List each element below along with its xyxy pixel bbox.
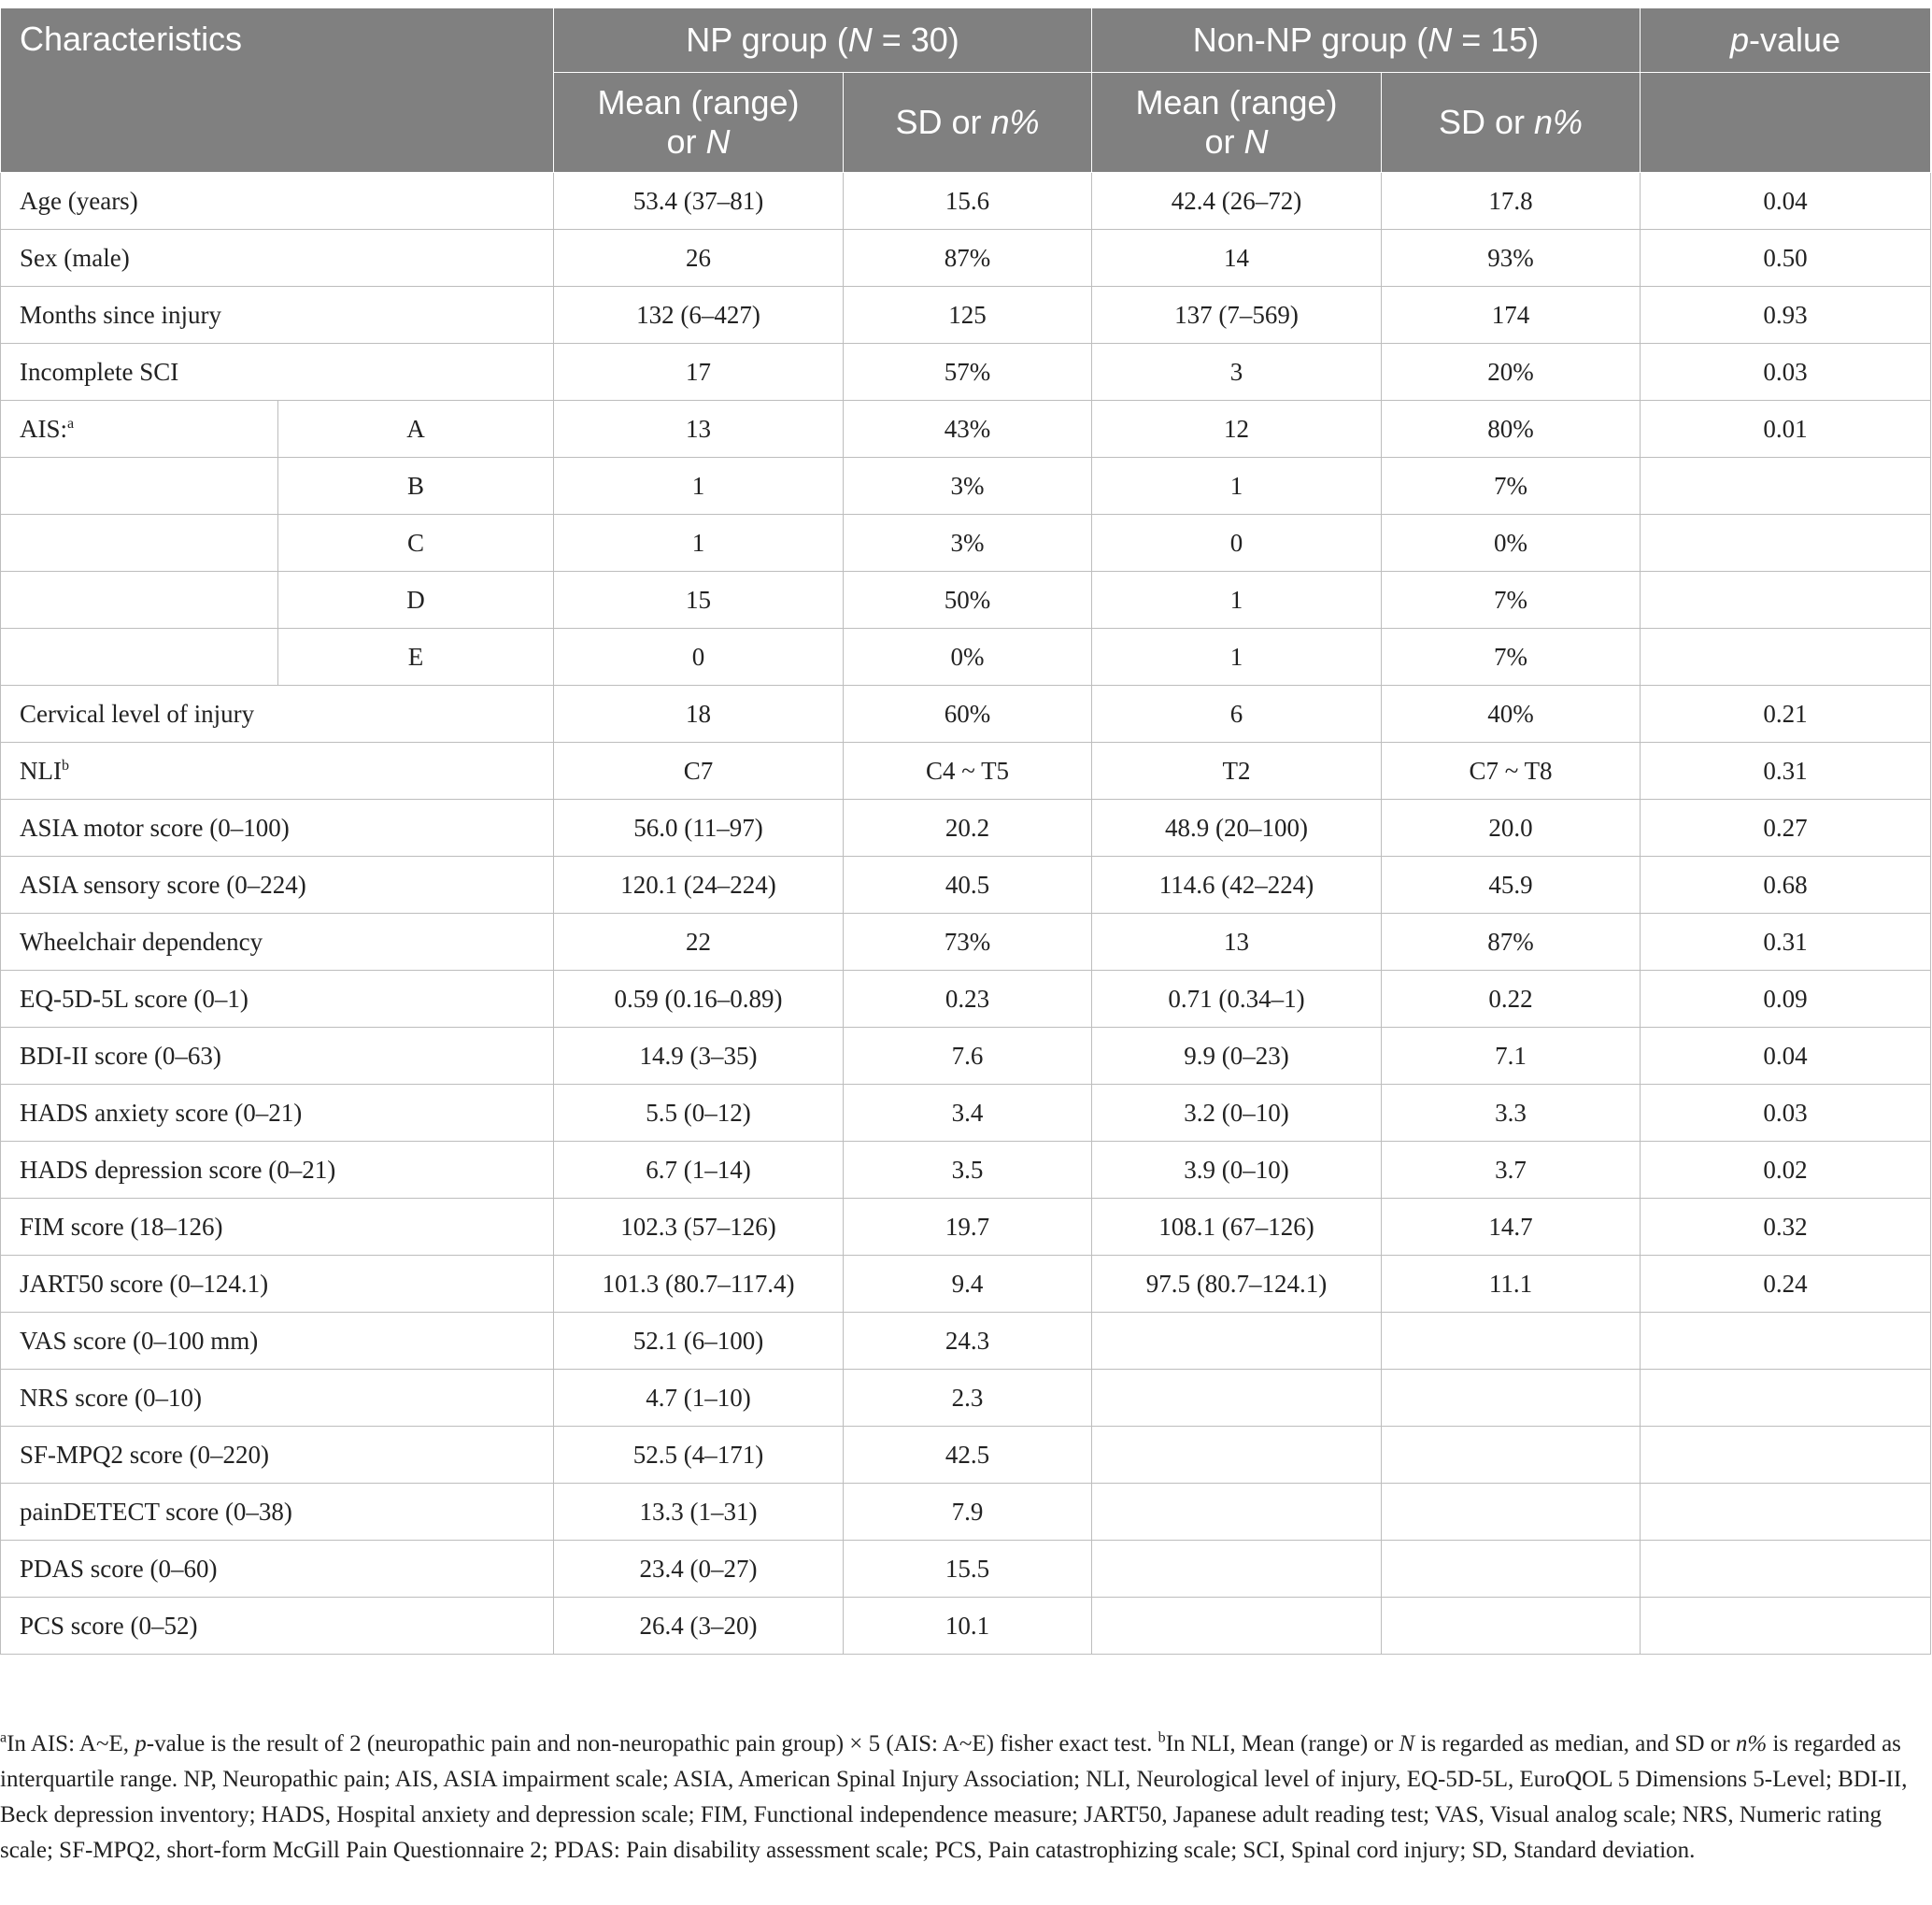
cell-non-mean: 1 [1092,458,1382,515]
cell-non-sd: 3.3 [1382,1085,1641,1142]
row-label: Months since injury [1,287,554,344]
cell-non-mean: 3.9 (0–10) [1092,1142,1382,1199]
cell-np-sd: 19.7 [844,1199,1092,1256]
cell-np-sd: 7.9 [844,1484,1092,1541]
cell-np-sd: 3% [844,515,1092,572]
cell-non-mean: 42.4 (26–72) [1092,173,1382,230]
cell-np-sd: 43% [844,401,1092,458]
table-row [1,857,1931,914]
row-label: NLI$^b$ [1,743,554,800]
cell-non-sd: 0% [1382,515,1641,572]
row-label: SF-MPQ2 score (0–220) [1,1427,554,1484]
row-label-ais [1,515,278,572]
cell-non-sd: 93% [1382,230,1641,287]
cell-p: 0.04 [1641,1028,1931,1085]
cell-p: 0.68 [1641,857,1931,914]
cell-non-mean: 6 [1092,686,1382,743]
table-row [1,1256,1931,1313]
cell-np-sd: 20.2 [844,800,1092,857]
cell-non-mean: 9.9 (0–23) [1092,1028,1382,1085]
cell-non-mean: 1 [1092,572,1382,629]
cell-non-sd: 7.1 [1382,1028,1641,1085]
cell-np-mean: 17 [554,344,844,401]
cell-np-mean: 101.3 (80.7–117.4) [554,1256,844,1313]
cell-np-sd: 73% [844,914,1092,971]
cell-np-mean: 26.4 (3–20) [554,1598,844,1655]
characteristics-table [0,7,1931,1655]
ais-grade: C [278,515,554,572]
row-label: JART50 score (0–124.1) [1,1256,554,1313]
header-characteristics: Characteristics [1,8,554,173]
row-label-ais [1,572,278,629]
table-row [1,1028,1931,1085]
cell-non-sd: 3.7 [1382,1142,1641,1199]
cell-p: 0.03 [1641,344,1931,401]
table-row [1,1313,1931,1370]
cell-non-sd: 80% [1382,401,1641,458]
ais-grade: E [278,629,554,686]
row-label: HADS anxiety score (0–21) [1,1085,554,1142]
cell-np-mean: 0.59 (0.16–0.89) [554,971,844,1028]
cell-p [1641,515,1931,572]
table-row [1,1370,1931,1427]
cell-p: 0.02 [1641,1142,1931,1199]
cell-p: 0.93 [1641,287,1931,344]
cell-p: 0.01 [1641,401,1931,458]
cell-non-mean [1092,1370,1382,1427]
cell-np-mean: 6.7 (1–14) [554,1142,844,1199]
row-label: EQ-5D-5L score (0–1) [1,971,554,1028]
cell-non-sd [1382,1427,1641,1484]
row-label: PDAS score (0–60) [1,1541,554,1598]
cell-non-sd: 14.7 [1382,1199,1641,1256]
cell-np-sd: C4 ~ T5 [844,743,1092,800]
header-np-group: NP group (N = 30) [554,8,1092,73]
cell-np-sd: 3.5 [844,1142,1092,1199]
table-row-ais [1,572,1931,629]
header-mean-range-non-np: Mean (range) or N [1092,73,1382,173]
cell-np-sd: 60% [844,686,1092,743]
cell-np-sd: 10.1 [844,1598,1092,1655]
header-p-value-blank [1641,73,1931,173]
cell-np-mean: 0 [554,629,844,686]
cell-np-mean: 56.0 (11–97) [554,800,844,857]
table-row [1,1541,1931,1598]
row-label: painDETECT score (0–38) [1,1484,554,1541]
cell-non-sd [1382,1541,1641,1598]
cell-non-mean [1092,1541,1382,1598]
cell-non-mean: 108.1 (67–126) [1092,1199,1382,1256]
cell-np-sd: 87% [844,230,1092,287]
row-label: BDI-II score (0–63) [1,1028,554,1085]
row-label: Wheelchair dependency [1,914,554,971]
row-label-ais: AIS:$^a$ [1,401,278,458]
cell-np-mean: 15 [554,572,844,629]
cell-non-sd: 17.8 [1382,173,1641,230]
row-label: Age (years) [1,173,554,230]
cell-non-sd: C7 ~ T8 [1382,743,1641,800]
cell-non-sd: 0.22 [1382,971,1641,1028]
cell-np-mean: 23.4 (0–27) [554,1541,844,1598]
cell-p [1641,1427,1931,1484]
cell-non-sd: 11.1 [1382,1256,1641,1313]
table-row [1,344,1931,401]
cell-non-sd: 7% [1382,458,1641,515]
table-row-ais [1,401,1931,458]
cell-non-mean: 0.71 (0.34–1) [1092,971,1382,1028]
cell-np-mean: 52.5 (4–171) [554,1427,844,1484]
cell-non-sd: 87% [1382,914,1641,971]
cell-np-sd: 9.4 [844,1256,1092,1313]
table-container [0,7,1932,1655]
cell-np-mean: 53.4 (37–81) [554,173,844,230]
table-row-ais [1,629,1931,686]
cell-np-mean: 4.7 (1–10) [554,1370,844,1427]
cell-p: 0.50 [1641,230,1931,287]
cell-np-sd: 3.4 [844,1085,1092,1142]
table-row [1,1142,1931,1199]
cell-np-mean: 1 [554,515,844,572]
cell-non-mean [1092,1484,1382,1541]
ais-grade: B [278,458,554,515]
table-row [1,1085,1931,1142]
table-row [1,1427,1931,1484]
row-label: ASIA sensory score (0–224) [1,857,554,914]
cell-p [1641,1598,1931,1655]
cell-np-sd: 40.5 [844,857,1092,914]
table-row [1,1598,1931,1655]
cell-p [1641,1313,1931,1370]
cell-np-mean: 1 [554,458,844,515]
table-row [1,971,1931,1028]
cell-np-sd: 24.3 [844,1313,1092,1370]
cell-p: 0.31 [1641,914,1931,971]
cell-np-sd: 3% [844,458,1092,515]
cell-non-mean: 3 [1092,344,1382,401]
cell-non-mean: T2 [1092,743,1382,800]
cell-non-sd [1382,1598,1641,1655]
cell-np-sd: 0% [844,629,1092,686]
cell-non-mean: 13 [1092,914,1382,971]
cell-non-mean: 137 (7–569) [1092,287,1382,344]
cell-p [1641,1541,1931,1598]
cell-np-sd: 15.6 [844,173,1092,230]
cell-p: 0.31 [1641,743,1931,800]
header-mean-range-np: Mean (range) or N [554,73,844,173]
table-row [1,686,1931,743]
cell-p [1641,1370,1931,1427]
row-label: ASIA motor score (0–100) [1,800,554,857]
cell-p: 0.24 [1641,1256,1931,1313]
table-row-ais [1,515,1931,572]
cell-non-sd: 20% [1382,344,1641,401]
cell-non-sd: 7% [1382,572,1641,629]
header-non-np-group: Non-NP group (N = 15) [1092,8,1641,73]
cell-np-sd: 0.23 [844,971,1092,1028]
cell-non-sd [1382,1370,1641,1427]
table-footnote [0,1727,1925,1869]
row-label: VAS score (0–100 mm) [1,1313,554,1370]
table-row [1,287,1931,344]
footnote-text: $^a$In AIS: A~E, p-value is the result of 2 (neuropathic pain and non-neuropathic pain group) × 5 (AIS: A~E) fisher exact test. $^b$In NLI, Mean (range) or N is regarded as median, and SD or n% is regarded as interquartile range. NP, Neuropathic pain; AIS, ASIA impairment scale; ASIA, American Spinal Injury Association; NLI, Neurological level of injury, EQ-5D-5L, EuroQOL 5 Dimensions 5-Level; BDI-II, Beck depression inventory; HADS, Hospital anxiety and depression scale; FIM, Functional independence measure; JART50, Japanese adult reading test; VAS, Visual analog scale; NRS, Numeric rating scale; SF-MPQ2, short-form McGill Pain Questionnaire 2; PDAS: Pain disability assessment scale; PCS, Pain catastrophizing scale; SCI, Spinal cord injury; SD, Standard deviation. [0,1729,1908,1863]
cell-p [1641,1484,1931,1541]
ais-grade: A [278,401,554,458]
cell-non-mean: 3.2 (0–10) [1092,1085,1382,1142]
row-label: Sex (male) [1,230,554,287]
row-label: FIM score (18–126) [1,1199,554,1256]
header-sd-np: SD or n% [844,73,1092,173]
cell-non-sd: 20.0 [1382,800,1641,857]
header-sd-non-np: SD or n% [1382,73,1641,173]
cell-np-mean: 52.1 (6–100) [554,1313,844,1370]
row-label: Incomplete SCI [1,344,554,401]
cell-non-sd: 45.9 [1382,857,1641,914]
cell-non-mean: 12 [1092,401,1382,458]
cell-non-mean: 14 [1092,230,1382,287]
cell-np-mean: 102.3 (57–126) [554,1199,844,1256]
cell-np-mean: 13 [554,401,844,458]
cell-non-mean [1092,1598,1382,1655]
cell-np-mean: 14.9 (3–35) [554,1028,844,1085]
header-p-value: p-value [1641,8,1931,73]
table-row [1,743,1931,800]
cell-np-sd: 42.5 [844,1427,1092,1484]
cell-np-mean: 22 [554,914,844,971]
cell-p [1641,458,1931,515]
cell-np-sd: 50% [844,572,1092,629]
row-label: PCS score (0–52) [1,1598,554,1655]
cell-p: 0.21 [1641,686,1931,743]
cell-np-mean: 26 [554,230,844,287]
ais-grade: D [278,572,554,629]
cell-non-sd: 40% [1382,686,1641,743]
row-label: HADS depression score (0–21) [1,1142,554,1199]
row-label: Cervical level of injury [1,686,554,743]
cell-non-mean: 1 [1092,629,1382,686]
cell-np-sd: 125 [844,287,1092,344]
cell-np-sd: 15.5 [844,1541,1092,1598]
cell-np-mean: 18 [554,686,844,743]
cell-p [1641,629,1931,686]
cell-np-mean: 5.5 (0–12) [554,1085,844,1142]
cell-non-mean: 0 [1092,515,1382,572]
row-label-ais [1,458,278,515]
cell-np-sd: 57% [844,344,1092,401]
row-label: NRS score (0–10) [1,1370,554,1427]
cell-np-mean: C7 [554,743,844,800]
cell-p: 0.09 [1641,971,1931,1028]
table-row [1,230,1931,287]
cell-non-mean: 48.9 (20–100) [1092,800,1382,857]
table-row [1,1484,1931,1541]
cell-non-sd: 7% [1382,629,1641,686]
table-row [1,914,1931,971]
cell-p [1641,572,1931,629]
header-row-1 [1,8,1931,73]
cell-non-mean: 114.6 (42–224) [1092,857,1382,914]
cell-np-sd: 7.6 [844,1028,1092,1085]
cell-np-sd: 2.3 [844,1370,1092,1427]
cell-p: 0.32 [1641,1199,1931,1256]
cell-non-mean [1092,1313,1382,1370]
cell-p: 0.03 [1641,1085,1931,1142]
cell-np-mean: 13.3 (1–31) [554,1484,844,1541]
cell-non-sd: 174 [1382,287,1641,344]
cell-non-mean: 97.5 (80.7–124.1) [1092,1256,1382,1313]
cell-np-mean: 132 (6–427) [554,287,844,344]
table-row [1,173,1931,230]
cell-p: 0.04 [1641,173,1931,230]
table-row [1,800,1931,857]
table-row-ais [1,458,1931,515]
row-label-ais [1,629,278,686]
cell-np-mean: 120.1 (24–224) [554,857,844,914]
table-row [1,1199,1931,1256]
cell-non-sd [1382,1313,1641,1370]
cell-non-mean [1092,1427,1382,1484]
cell-p: 0.27 [1641,800,1931,857]
cell-non-sd [1382,1484,1641,1541]
